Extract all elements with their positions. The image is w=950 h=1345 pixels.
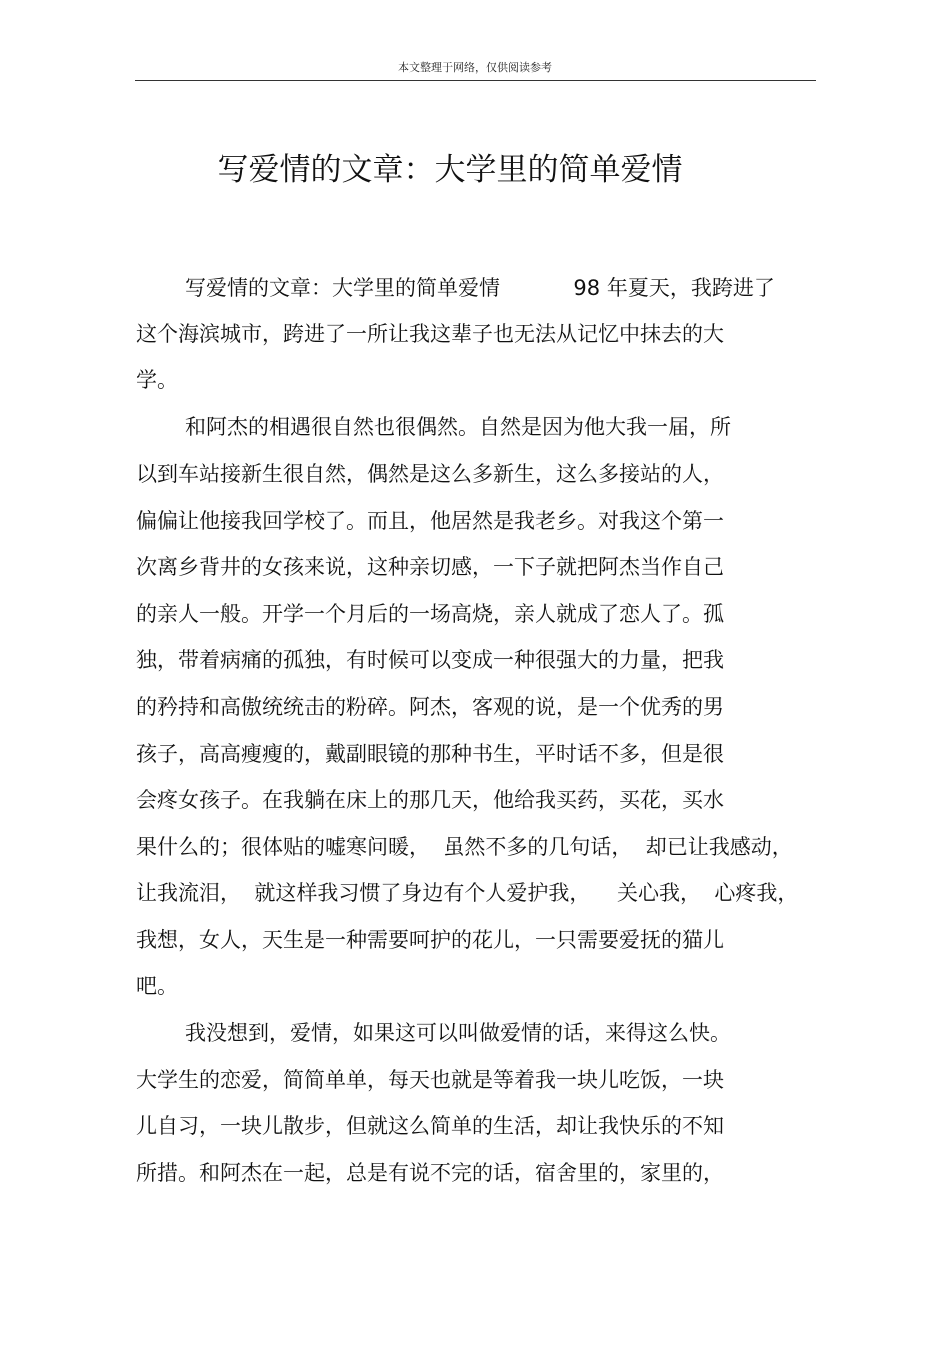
body-line: 会疼女孩子。在我躺在床上的那几天，他给我买药，买花，买水 <box>136 788 724 812</box>
body-line: 所措。和阿杰在一起，总是有说不完的话，宿舍里的，家里的， <box>136 1161 724 1185</box>
body-line: 和阿杰的相遇很自然也很偶然。自然是因为他大我一届，所 <box>185 415 731 439</box>
body-line: 果什么的；很体贴的嘘寒问暖， 虽然不多的几句话， 却已让我感动， <box>136 835 793 859</box>
body-line: 的矜持和高傲统统击的粉碎。阿杰，客观的说，是一个优秀的男 <box>136 695 724 719</box>
body-line: 学。 <box>136 368 178 392</box>
body-line: 大学生的恋爱，简简单单，每天也就是等着我一块儿吃饭，一块 <box>136 1068 724 1092</box>
body-line: 让我流泪， 就这样我习惯了身边有个人爱护我， 关心我， 心疼我， <box>136 881 799 905</box>
body-line: 我想，女人，天生是一种需要呵护的花儿，一只需要爱抚的猫儿 <box>136 928 724 952</box>
article-title: 写爱情的文章：大学里的简单爱情 <box>217 152 683 188</box>
body-line: 写爱情的文章：大学里的简单爱情 98 年夏天，我跨进了 <box>185 276 775 300</box>
body-line: 这个海滨城市，跨进了一所让我这辈子也无法从记忆中抹去的大 <box>136 322 724 346</box>
header-note: 本文整理于网络，仅供阅读参考 <box>398 61 552 74</box>
body-line: 独，带着病痛的孤独，有时候可以变成一种很强大的力量，把我 <box>136 648 724 672</box>
body-line: 的亲人一般。开学一个月后的一场高烧，亲人就成了恋人了。孤 <box>136 602 724 626</box>
body-line: 吧。 <box>136 974 178 998</box>
body-line: 孩子，高高瘦瘦的，戴副眼镜的那种书生，平时话不多，但是很 <box>136 742 724 766</box>
body-line: 以到车站接新生很自然，偶然是这么多新生，这么多接站的人， <box>136 462 724 486</box>
body-line: 偏偏让他接我回学校了。而且，他居然是我老乡。对我这个第一 <box>136 509 724 533</box>
body-line: 儿自习，一块儿散步，但就这么简单的生活，却让我快乐的不知 <box>136 1114 724 1138</box>
body-line: 次离乡背井的女孩来说，这种亲切感，一下子就把阿杰当作自己 <box>136 555 724 579</box>
header-divider <box>135 80 816 81</box>
body-line: 我没想到，爱情，如果这可以叫做爱情的话，来得这么快。 <box>185 1021 731 1045</box>
